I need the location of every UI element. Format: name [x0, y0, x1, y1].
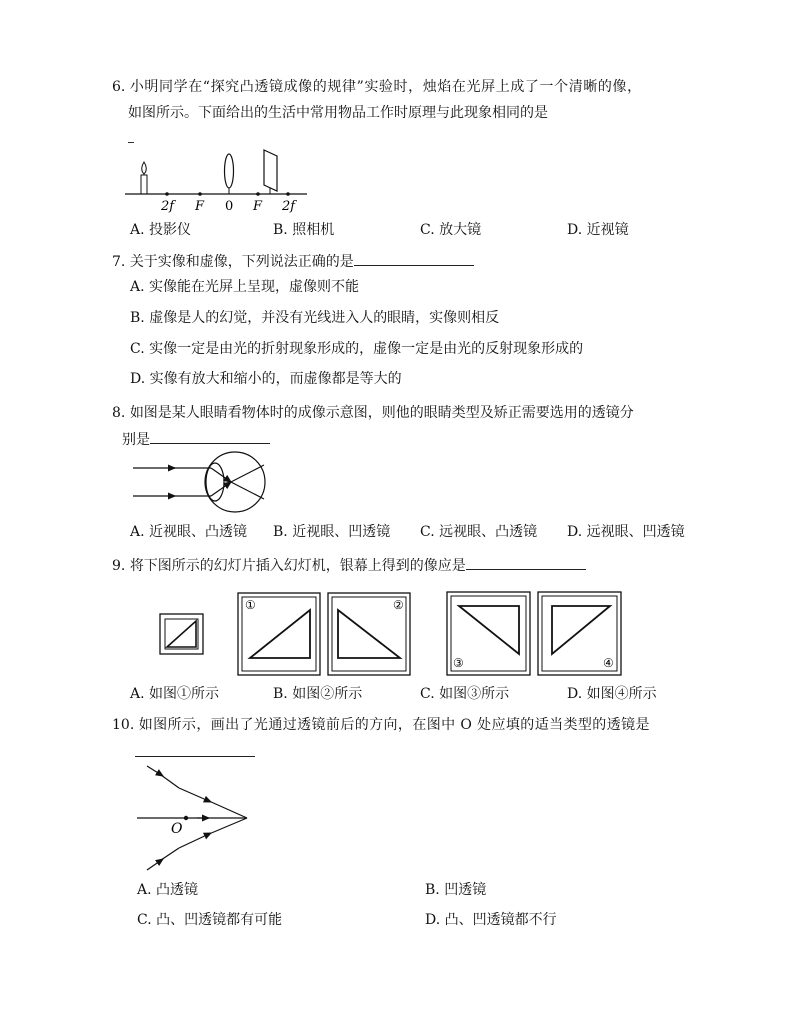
q7-stem [112, 250, 474, 272]
q9-option-d[interactable]: D. 如图④所示 [567, 686, 657, 702]
q6-label-2f-right: 2f [282, 199, 296, 214]
q9-stem [112, 554, 586, 576]
slide-1-label: ① [245, 598, 256, 612]
q7-number: 7. [112, 254, 126, 270]
q9-stem-text: 将下图所示的幻灯片插入幻灯机，银幕上得到的像应是 [129, 558, 466, 574]
q7-option-d[interactable]: D. 实像有放大和缩小的，而虚像都是等大的 [130, 371, 402, 387]
q8-stem-line1: 如图是某人眼睛看物体时的成像示意图，则他的眼睛类型及矫正需要选用的透镜分 [129, 405, 634, 421]
q6-answer-blank [128, 134, 134, 143]
q10-ray-figure [137, 762, 257, 872]
q9-option-a[interactable]: A. 如图①所示 [130, 686, 220, 702]
q6-line1 [112, 77, 642, 97]
slide-2-label: ② [393, 598, 404, 612]
q7-option-a[interactable]: A. 实像能在光屏上呈现，虚像则不能 [130, 279, 360, 295]
q10-label-o: O [171, 821, 183, 837]
q6-stem-line1: 小明同学在“探究凸透镜成像的规律”实验时，烛焰在光屏上成了一个清晰的像， [129, 79, 642, 95]
q8-option-b[interactable]: B. 近视眼、凹透镜 [273, 524, 391, 540]
q6-label-f-left: F [195, 199, 205, 214]
q9-answer-blank[interactable] [466, 554, 586, 570]
q8-option-a[interactable]: A. 近视眼、凸透镜 [130, 524, 248, 540]
q6-option-b[interactable]: B. 照相机 [273, 222, 335, 238]
q9-option-b[interactable]: B. 如图②所示 [273, 686, 363, 702]
q7-option-b[interactable]: B. 虚像是人的幻觉，并没有光线进入人的眼睛，实像则相反 [130, 310, 500, 326]
q10-option-c[interactable]: C. 凸、凹透镜都有可能 [137, 912, 283, 928]
q6-lens-figure [125, 148, 315, 216]
q6-stem-line2: 如图所示。下面给出的生活中常用物品工作时原理与此现象相同的是 [128, 105, 548, 121]
q8-line2 [122, 428, 270, 450]
q9-option-c[interactable]: C. 如图③所示 [420, 686, 510, 702]
q6-label-2f-left: 2f [161, 199, 175, 214]
q8-answer-blank[interactable] [150, 428, 270, 444]
q7-option-c[interactable]: C. 实像一定是由光的折射现象形成的，虚像一定是由光的反射现象形成的 [130, 341, 584, 357]
q10-stem-text: 如图所示，画出了光通过透镜前后的方向，在图中 O 处应填的适当类型的透镜是 [138, 717, 650, 733]
slide-3-label: ③ [453, 656, 464, 670]
q10-answer-blank[interactable] [135, 741, 255, 757]
q8-option-c[interactable]: C. 远视眼、凸透镜 [420, 524, 538, 540]
q8-line1 [112, 403, 634, 423]
q6-label-f-right: F [253, 199, 263, 214]
slide-4-label: ④ [603, 656, 614, 670]
q10-option-a[interactable]: A. 凸透镜 [137, 882, 199, 898]
q6-option-d[interactable]: D. 近视镜 [567, 222, 629, 238]
q10-number: 10. [112, 717, 135, 733]
q9-number: 9. [112, 558, 126, 574]
q9-slides-figure [160, 590, 620, 678]
q6-label-origin: 0 [225, 199, 234, 214]
q8-number: 8. [112, 405, 126, 421]
q8-option-d[interactable]: D. 远视眼、凹透镜 [567, 524, 685, 540]
q10-option-d[interactable]: D. 凸、凹透镜都不行 [425, 912, 557, 928]
q10-option-b[interactable]: B. 凹透镜 [425, 882, 487, 898]
q10-stem [112, 715, 650, 735]
q7-answer-blank[interactable] [354, 250, 474, 266]
q8-stem-line2: 别是 [122, 432, 150, 448]
q6-number: 6. [112, 79, 126, 95]
q8-eye-figure [133, 456, 273, 516]
q6-option-c[interactable]: C. 放大镜 [420, 222, 482, 238]
q7-stem-text: 关于实像和虚像，下列说法正确的是 [129, 254, 354, 270]
q6-option-a[interactable]: A. 投影仪 [130, 222, 192, 238]
